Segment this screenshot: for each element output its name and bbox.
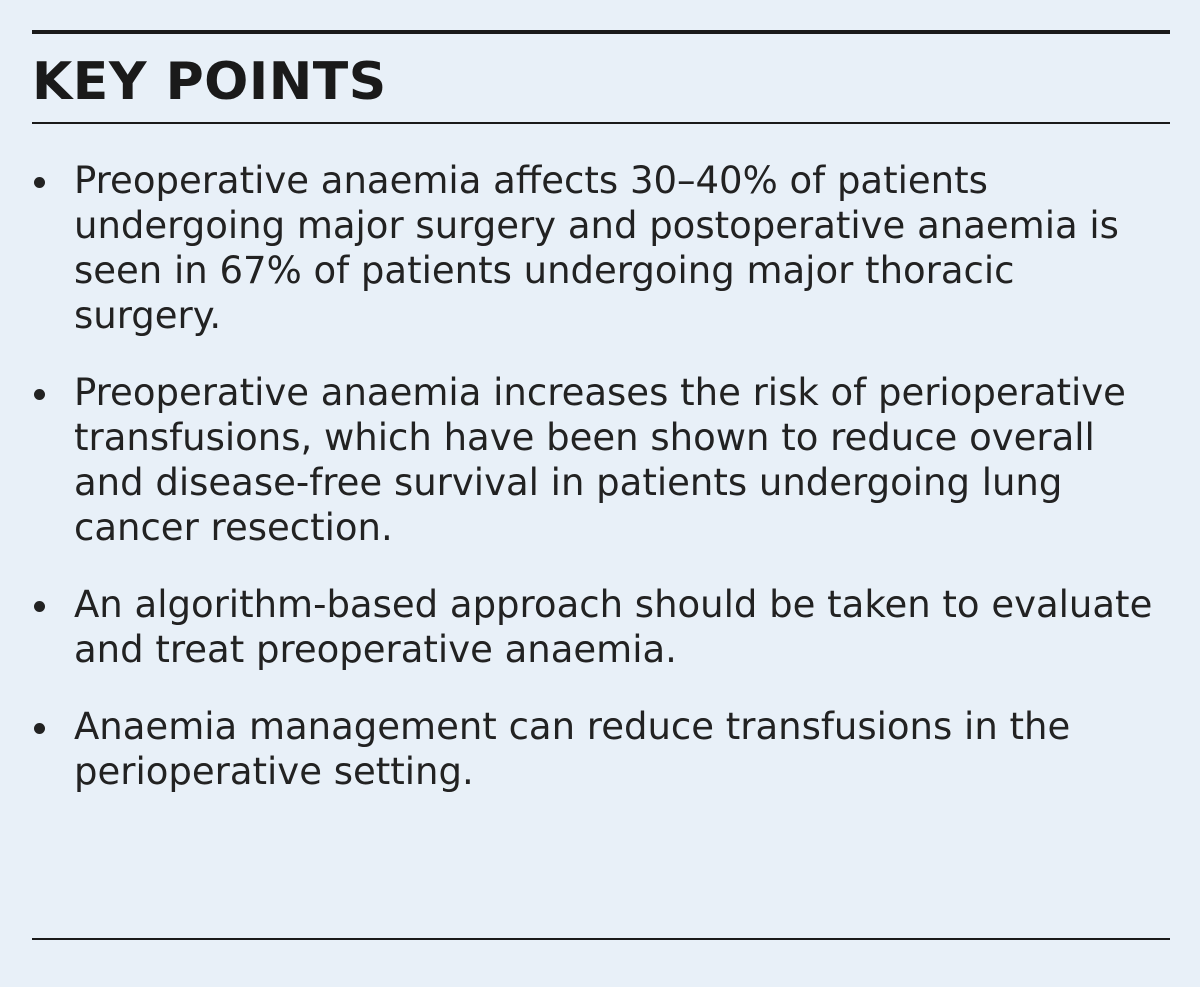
- bullet-icon: [34, 389, 45, 400]
- bullet-icon: [34, 601, 45, 612]
- key-point-text: Preoperative anaemia increases the risk of perioperative transfusions, which have been shown to reduce overall and disease-free survival in patients undergoing lung cancer resection.: [74, 371, 1126, 549]
- bottom-rule: [32, 938, 1170, 940]
- key-point-text: Preoperative anaemia affects 30–40% of patients undergoing major surgery and postoperative anaemia is seen in 67% of patients undergoing major thoracic surgery.: [74, 159, 1119, 337]
- key-point-item: [32, 158, 1162, 338]
- top-rule: [32, 30, 1170, 34]
- key-points-list: [32, 158, 1162, 826]
- bullet-icon: [34, 723, 45, 734]
- key-points-heading: KEY POINTS: [32, 52, 387, 112]
- key-point-item: [32, 704, 1162, 794]
- key-point-item: [32, 582, 1162, 672]
- key-point-text: An algorithm-based approach should be taken to evaluate and treat preoperative anaemia.: [74, 583, 1153, 671]
- key-point-text: Anaemia management can reduce transfusions in the perioperative setting.: [74, 705, 1071, 793]
- bullet-icon: [34, 177, 45, 188]
- heading-divider: [32, 122, 1170, 124]
- key-point-item: [32, 370, 1162, 550]
